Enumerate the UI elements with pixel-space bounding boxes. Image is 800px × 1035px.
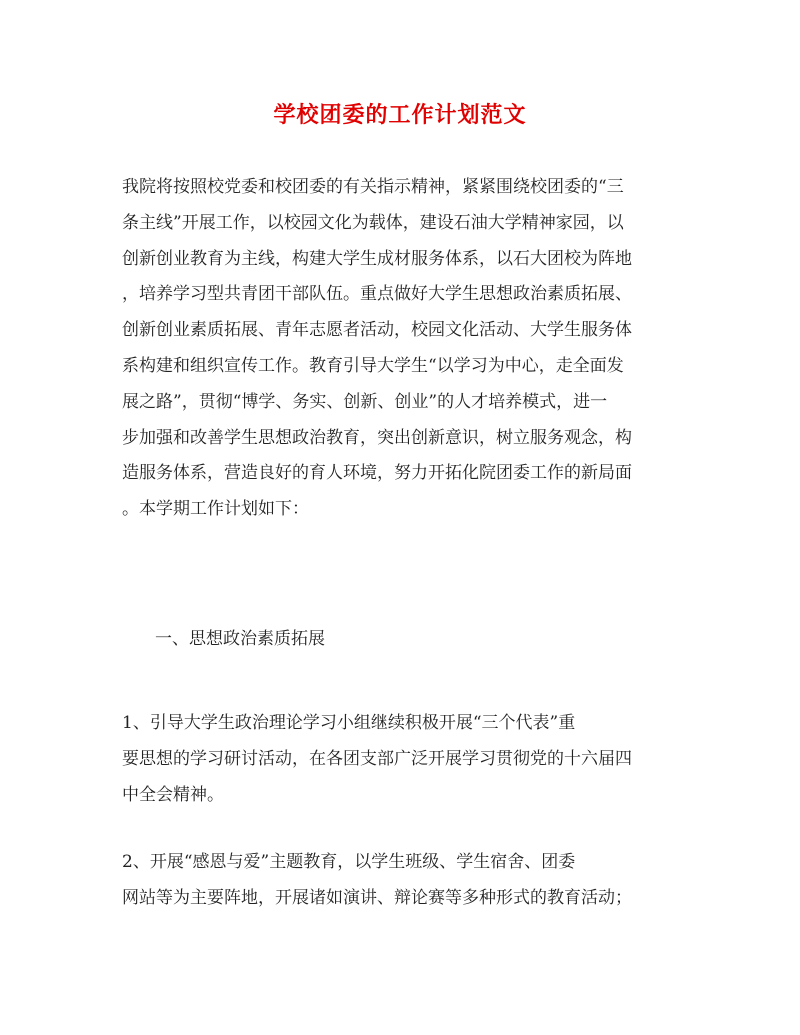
paragraph-item-2: 2、开展“感恩与爱”主题教育，以学生班级、学生宿舍、团委 网站等为主要阵地，开展诸如演讲、辩论赛等多种形式的教育活动； [122,852,632,908]
paragraph-intro: 我院将按照校党委和校团委的有关指示精神，紧紧围绕校团委的“三 条主线”开展工作，以校园文化为载体，建设石油大学精神家园，以 创新创业教育为主线，构建大学生成材服务体系，以石大团校为阵地 ，培养学习型共青团干部队伍。重点做好大学生思想政治素质拓展、 创新创业素质拓展、青年志愿者活动，校园文化活动、大学生服务体 系构建和组织宣传工作。教育引导大学生“以学习为中心，走全面发 展之路”，贯彻“博学、务实、创新、创业”的人才培养模式，进一 步加强和改善学生思想政治教育，突出创新意识，树立服务观念，构 造服务体系，营造良好的育人环境，努力开拓化院团委工作的新局面 。本学期工作计划如下： [122,177,632,520]
paragraph-item-1: 1、引导大学生政治理论学习小组继续积极开展“三个代表”重 要思想的学习研讨活动，在各团支部广泛开展学习贯彻党的十六届四 中全会精神。 [122,713,632,805]
section-heading: 一、思想政治素质拓展 [155,629,325,649]
document-title: 学校团委的工作计划范文 [273,102,527,128]
